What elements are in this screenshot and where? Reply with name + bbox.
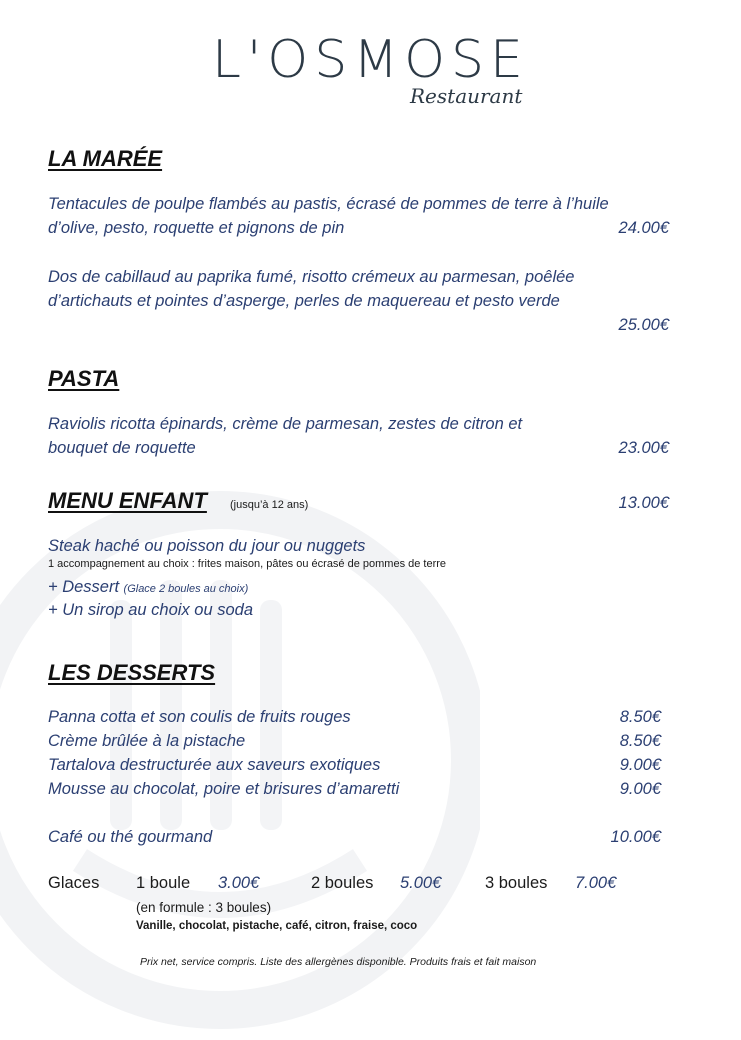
- menu-item-raviolis-line1: Raviolis ricotta épinards, crème de parmesan, zestes de citron et: [48, 415, 523, 433]
- menu-item-cabillaud-price: 25.00€: [618, 316, 669, 334]
- dessert-price-creme-brulee: 8.50€: [619, 732, 661, 750]
- glaces-three-label: 3 boules: [485, 874, 548, 892]
- glaces-flavors: Vanille, chocolat, pistache, café, citron, fraise, coco: [136, 920, 418, 932]
- dessert-price-tartalova: 9.00€: [619, 756, 661, 774]
- glaces-formula: (en formule : 3 boules): [136, 900, 272, 915]
- glaces-label: Glaces: [48, 874, 100, 892]
- enfant-dessert-note: (Glace 2 boules au choix): [123, 583, 249, 595]
- menu-item-cabillaud-line2: d’artichauts et pointes d’asperge, perles de maquereau et pesto verde: [48, 292, 560, 310]
- dessert-item-creme-brulee: Crème brûlée à la pistache: [48, 732, 246, 750]
- dessert-price-panna-cotta: 8.50€: [619, 708, 661, 726]
- glaces-one-label: 1 boule: [136, 874, 191, 892]
- section-title-pasta: PASTA: [48, 366, 120, 391]
- dessert-price-cafe-gourmand: 10.00€: [610, 828, 661, 846]
- menu-item-raviolis-price: 23.00€: [618, 439, 669, 457]
- enfant-age-note: (jusqu’à 12 ans): [230, 499, 309, 511]
- dessert-item-mousse: Mousse au chocolat, poire et brisures d’amaretti: [48, 780, 400, 798]
- section-title-enfant: MENU ENFANT: [48, 488, 207, 513]
- enfant-price: 13.00€: [618, 494, 669, 512]
- dessert-item-cafe-gourmand: Café ou thé gourmand: [48, 828, 213, 846]
- footer-note: Prix net, service compris. Liste des allergènes disponible. Produits frais et fait maison: [140, 956, 537, 968]
- dessert-item-panna-cotta: Panna cotta et son coulis de fruits rouges: [48, 708, 351, 726]
- menu-item-raviolis-line2: bouquet de roquette: [48, 439, 196, 457]
- logo-subtitle: Restaurant: [410, 84, 523, 108]
- menu-item-poulpe-price: 24.00€: [618, 219, 669, 237]
- glaces-one-price: 3.00€: [218, 874, 260, 892]
- enfant-main: Steak haché ou poisson du jour ou nuggets: [48, 537, 366, 555]
- dessert-item-tartalova: Tartalova destructurée aux saveurs exotiques: [48, 756, 381, 774]
- menu-item-poulpe-line1: Tentacules de poulpe flambés au pastis, écrasé de pommes de terre à l’huile: [48, 195, 609, 213]
- glaces-two-price: 5.00€: [400, 874, 442, 892]
- glaces-three-price: 7.00€: [575, 874, 617, 892]
- enfant-accompaniment: 1 accompagnement au choix : frites maison, pâtes ou écrasé de pommes de terre: [48, 558, 447, 570]
- section-title-desserts: LES DESSERTS: [48, 660, 216, 685]
- restaurant-logo: L'OSMOSE: [212, 30, 529, 90]
- section-title-maree: LA MARÉE: [48, 146, 163, 171]
- enfant-drink: + Un sirop au choix ou soda: [48, 601, 254, 619]
- dessert-price-mousse: 9.00€: [619, 780, 661, 798]
- menu-item-poulpe-line2: d’olive, pesto, roquette et pignons de pin: [48, 219, 345, 237]
- glaces-two-label: 2 boules: [311, 874, 374, 892]
- menu-item-cabillaud-line1: Dos de cabillaud au paprika fumé, risotto crémeux au parmesan, poêlée: [48, 268, 575, 286]
- enfant-dessert: + Dessert: [48, 578, 120, 596]
